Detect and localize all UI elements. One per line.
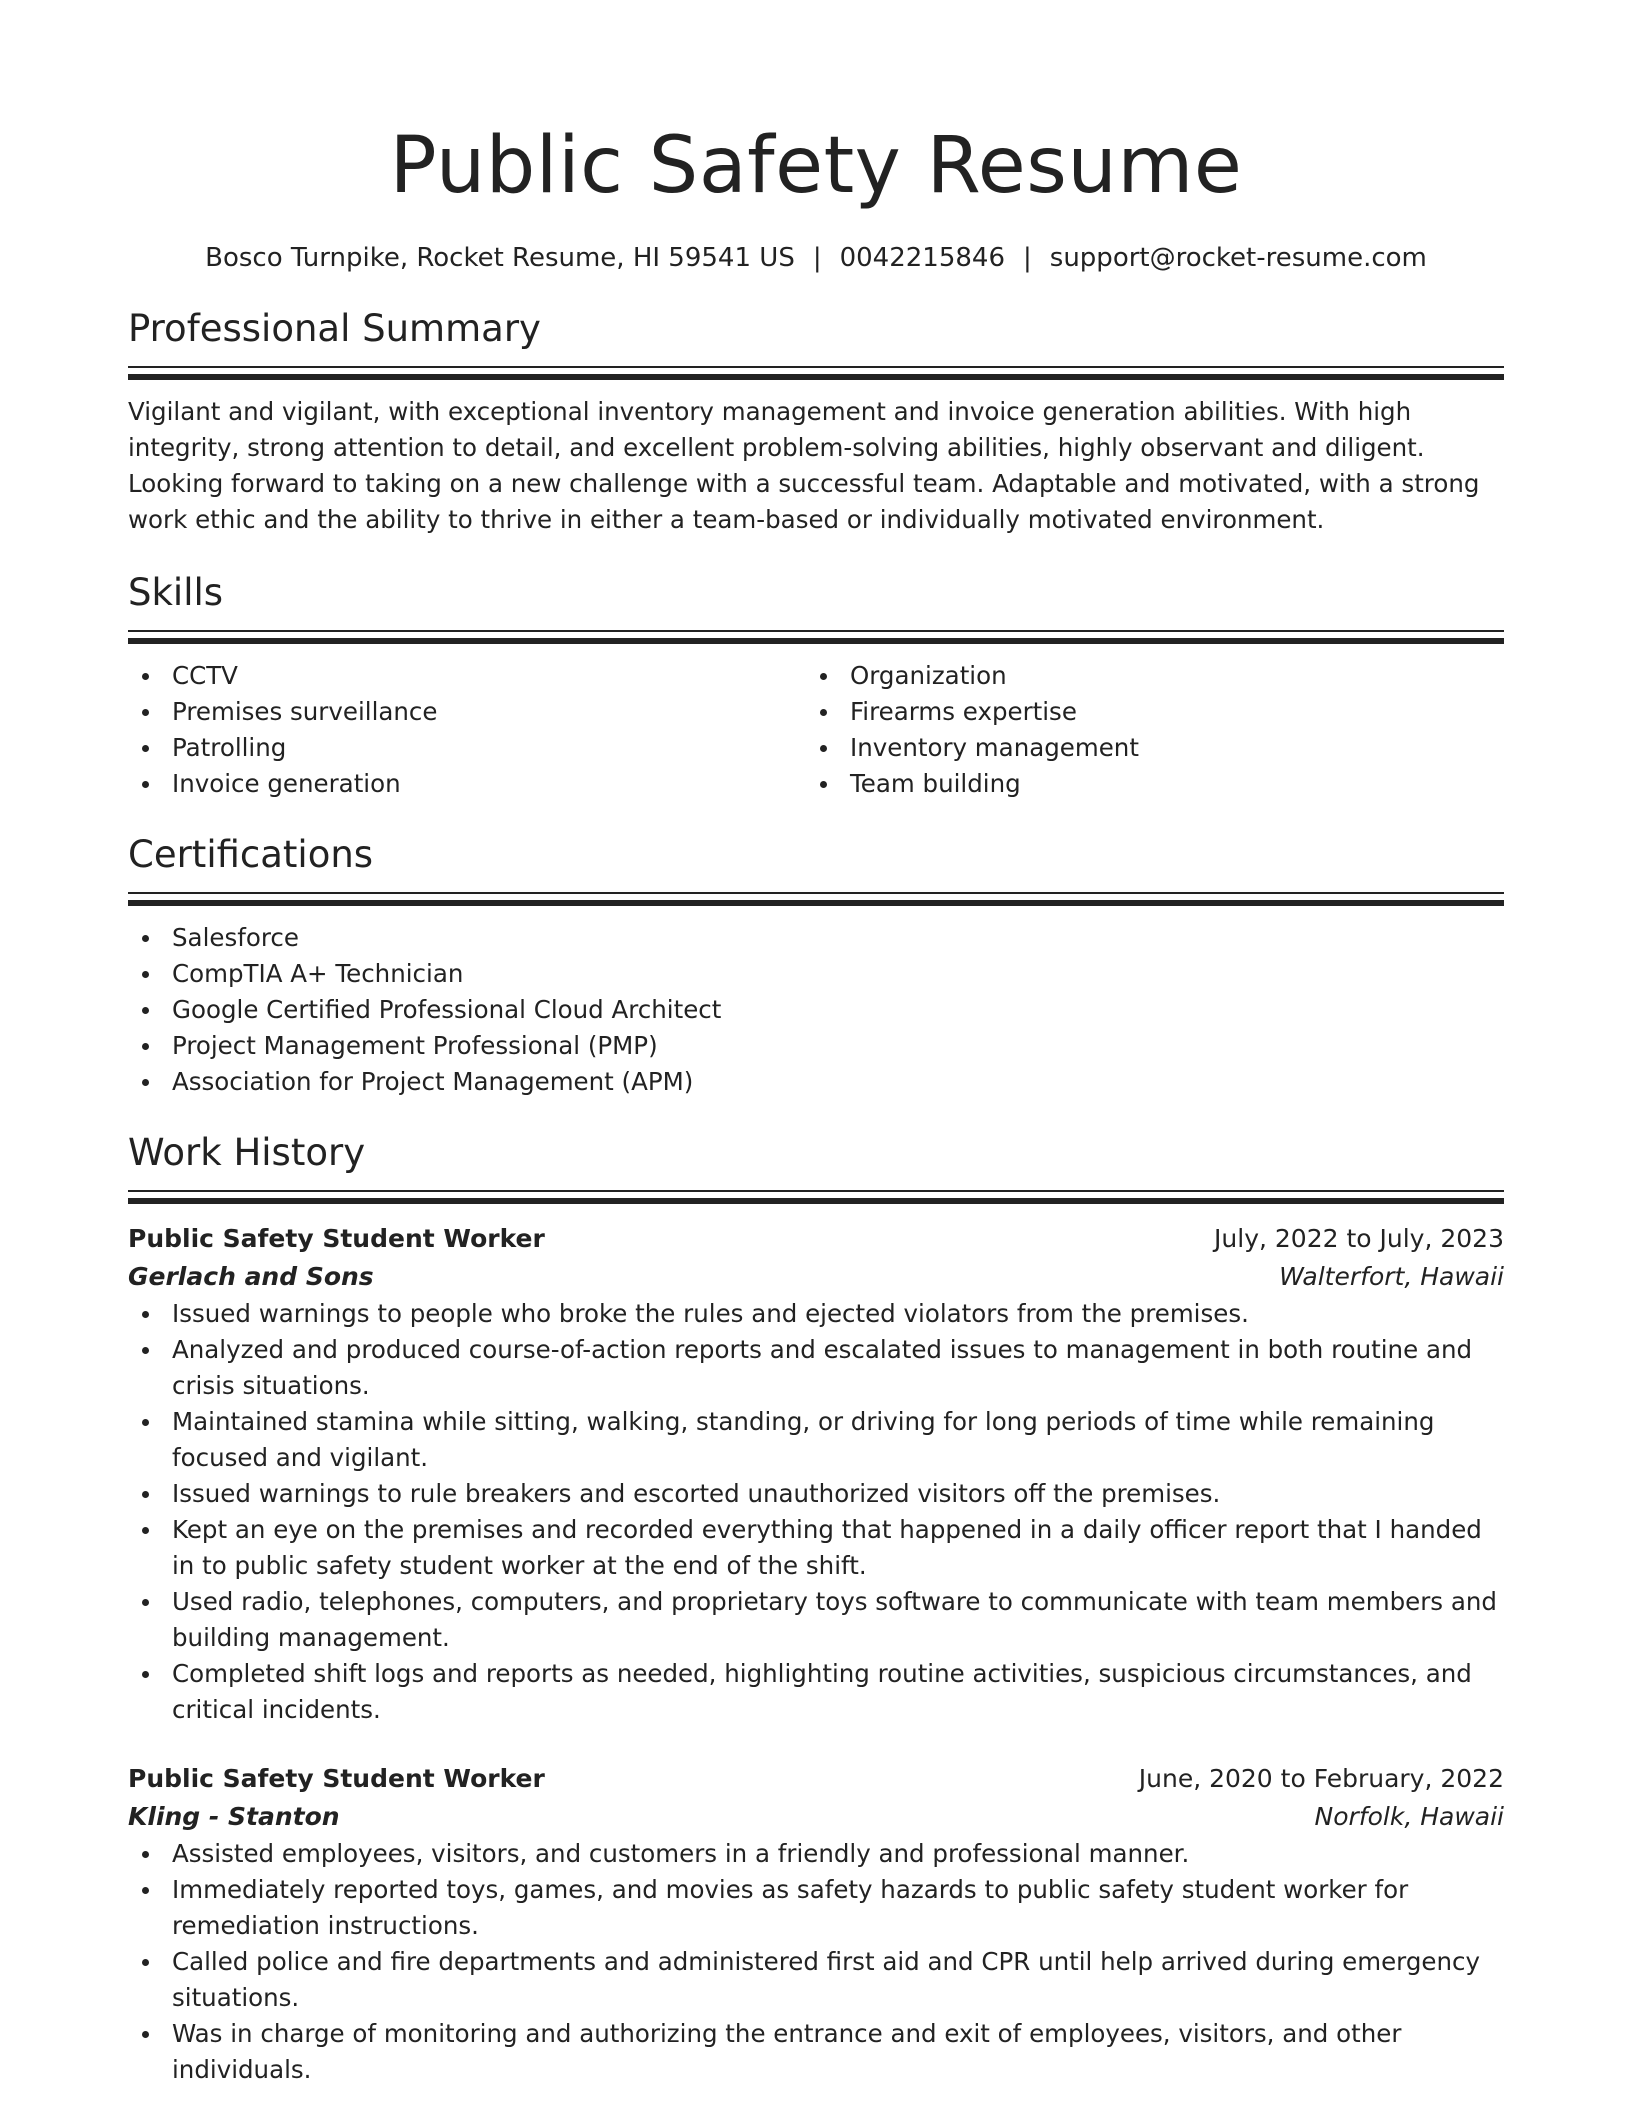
skill-item: Premises surveillance xyxy=(128,694,806,730)
job-subheader xyxy=(128,1258,1504,1296)
skills-grid xyxy=(128,658,1504,802)
contact-separator: | xyxy=(1023,243,1032,273)
job-entry xyxy=(128,1220,1504,1728)
contact-phone: 0042215846 xyxy=(839,243,1006,273)
job-title: Public Safety Student Worker xyxy=(128,1764,545,1793)
job-dates: June, 2020 to February, 2022 xyxy=(1138,1764,1504,1793)
job-duty-item: Issued warnings to rule breakers and escorted unauthorized visitors off the premises. xyxy=(128,1476,1504,1512)
job-duties-list xyxy=(128,1296,1504,1728)
job-location: Walterfort, Hawaii xyxy=(1279,1262,1504,1291)
job-subheader xyxy=(128,1798,1504,1836)
job-duty-item: Used radio, telephones, computers, and proprietary toys software to communicate with team members and building management. xyxy=(128,1584,1504,1656)
certifications-section xyxy=(128,832,1504,1100)
job-duties-list xyxy=(128,1836,1504,2088)
skill-item: Inventory management xyxy=(806,730,1484,766)
skill-item: Firearms expertise xyxy=(806,694,1484,730)
skill-item: Team building xyxy=(806,766,1484,802)
job-duty-item: Analyzed and produced course-of-action reports and escalated issues to management in both routine and crisis situations. xyxy=(128,1332,1504,1404)
job-duty-item: Issued warnings to people who broke the rules and ejected violators from the premises. xyxy=(128,1296,1504,1332)
job-duty-item: Maintained stamina while sitting, walking, standing, or driving for long periods of time while remaining focused and vigilant. xyxy=(128,1404,1504,1476)
job-duty-item: Completed shift logs and reports as needed, highlighting routine activities, suspicious circumstances, and critical incidents. xyxy=(128,1656,1504,1728)
job-header xyxy=(128,1760,1504,1798)
certification-item: CompTIA A+ Technician xyxy=(128,956,1504,992)
job-duty-item: Immediately reported toys, games, and movies as safety hazards to public safety student worker for remediation instructions. xyxy=(128,1872,1504,1944)
work-history-section xyxy=(128,1130,1504,2088)
skill-item: Invoice generation xyxy=(128,766,806,802)
skills-section xyxy=(128,570,1504,802)
job-duty-item: Was in charge of monitoring and authorizing the entrance and exit of employees, visitors, and other individuals. xyxy=(128,2016,1504,2088)
certification-item: Association for Project Management (APM) xyxy=(128,1064,1504,1100)
job-dates: July, 2022 to July, 2023 xyxy=(1214,1224,1504,1253)
skills-list-left xyxy=(128,658,806,802)
certification-item: Project Management Professional (PMP) xyxy=(128,1028,1504,1064)
job-company: Gerlach and Sons xyxy=(128,1262,374,1291)
resume-title: Public Safety Resume xyxy=(389,121,1243,211)
section-divider xyxy=(128,630,1504,644)
section-heading-certifications: Certifications xyxy=(128,833,374,876)
job-duty-item: Kept an eye on the premises and recorded everything that happened in a daily officer report that I handed in to public safety student worker at the end of the shift. xyxy=(128,1512,1504,1584)
job-duty-item: Called police and fire departments and administered first aid and CPR until help arrived during emergency situations. xyxy=(128,1944,1504,2016)
skills-column-right xyxy=(806,658,1484,802)
certification-item: Google Certified Professional Cloud Architect xyxy=(128,992,1504,1028)
summary-text: Vigilant and vigilant, with exceptional inventory management and invoice generation abilities. With high integrity, strong attention to detail, and excellent problem-solving abilities, highly observant and diligent. Looking forward to taking on a new challenge with a successful team. Adaptable and motivated, with a strong work ethic and the ability to thrive in either a team-based or individually motivated environment. xyxy=(128,397,1480,534)
job-entry xyxy=(128,1760,1504,2088)
contact-separator: | xyxy=(812,243,822,273)
job-header xyxy=(128,1220,1504,1258)
section-divider xyxy=(128,366,1504,380)
skill-item: Organization xyxy=(806,658,1484,694)
job-company: Kling - Stanton xyxy=(128,1802,340,1831)
certifications-list xyxy=(128,920,1504,1100)
section-heading-summary: Professional Summary xyxy=(128,307,541,350)
summary-section xyxy=(128,306,1504,538)
section-heading-skills: Skills xyxy=(128,571,224,614)
skill-item: Patrolling xyxy=(128,730,806,766)
contact-line xyxy=(128,240,1504,276)
job-title: Public Safety Student Worker xyxy=(128,1224,545,1253)
job-duty-item: Assisted employees, visitors, and customers in a friendly and professional manner. xyxy=(128,1836,1504,1872)
section-heading-work-history: Work History xyxy=(128,1131,366,1174)
contact-address: Bosco Turnpike, Rocket Resume, HI 59541 US xyxy=(205,243,795,273)
skills-column-left xyxy=(128,658,806,802)
contact-email: support@rocket-resume.com xyxy=(1049,243,1427,273)
skill-item: CCTV xyxy=(128,658,806,694)
job-location: Norfolk, Hawaii xyxy=(1314,1802,1504,1831)
certification-item: Salesforce xyxy=(128,920,1504,956)
section-divider xyxy=(128,892,1504,906)
section-divider xyxy=(128,1190,1504,1204)
skills-list-right xyxy=(806,658,1484,802)
resume-content xyxy=(128,0,1504,2088)
